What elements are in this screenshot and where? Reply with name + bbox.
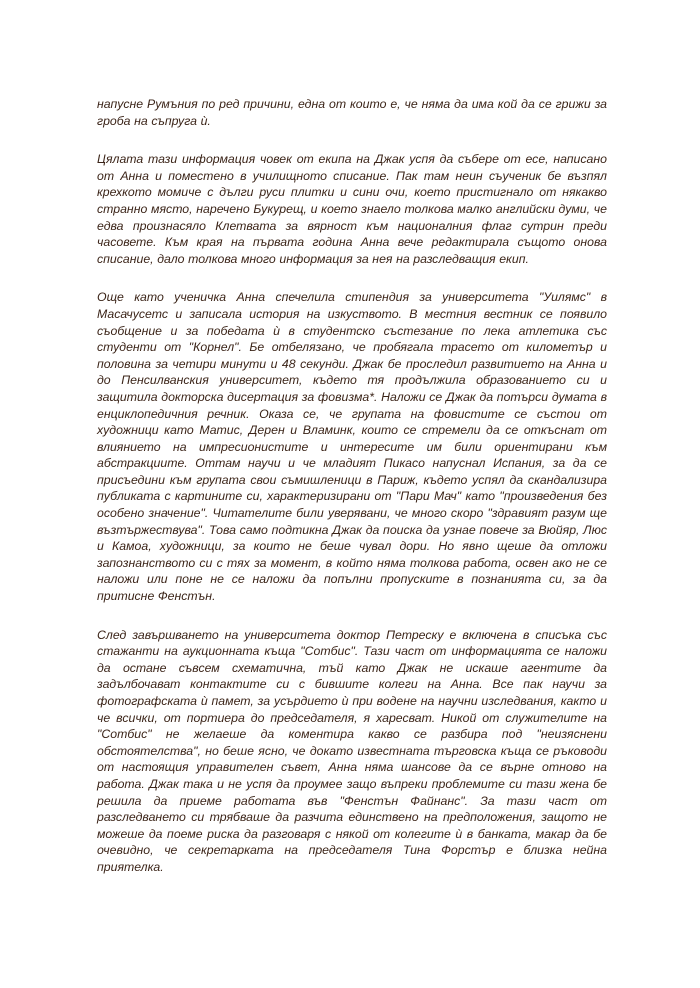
paragraph: напусне Румъния по ред причини, една от които е, че няма да има кой да се грижи за гроба на съпруга ѝ. xyxy=(97,97,607,128)
paragraph: Цялата тази информация човек от екипа на Джак успя да събере от есе, написано от Анна и поместено в училищното списание. Пак там неин съученик бе възпял крехкото момиче с дълги руси плитки и сини очи, което пристигнало от някакво странно място, наречено Букурещ, и което знаело толкова малко английски думи, че едва произнасяло Клетвата за вярност към националния флаг сутрин преди часовете. Към края на първата година Анна вече редактирала същото онова списание, дало толкова много информация за нея на разследващия екип. xyxy=(97,152,607,266)
paragraph: Още като ученичка Анна спечелила стипендия за университета "Уилямс" в Масачусетс и записала история на изкуството. В местния вестник се появило съобщение и за победата ѝ в студентско състезание по лека атлетика със студенти от "Корнел". Бе отбелязано, че пробягала трасето от километър и половина за четири минути и 48 секунди. Джак бе проследил развитието на Анна и до Пенсилванския университет, където тя продължила образованието си и защитила докторска дисертация за фовизма*. Наложи се Джак да потърси думата в енциклопедичния речник. Оказа се, че групата на фовистите се състои от художници като Матис, Дерен и Вламинк, които се стремели да се откъснат от влиянието на импресионистите и интересите им били ориентирани към абстракциите. Оттам научи и че младият Пикасо напуснал Испания, за да се присъедини към групата свои съмишленици в Париж, където успял да скандализира публиката с картините си, характеризирани от "Пари Мач" като "произведения без особено значение". Читателите били уверявани, че много скоро "здравият разум ще възтържествува". Това само подтикна Джак да поиска да узнае повече за Вюйяр, Люс и Камоа, художници, за които не беше чувал дори. Но явно щеше да отложи запознанството си с тях за момент, в който няма толкова работа, освен ако не се наложи или поне не се наложи да попълни пропуските в познанията си, за да притисне Фенстън. xyxy=(97,290,607,604)
paragraph: След завършването на университета доктор Петреску е включена в списъка със стажанти на аукционната къща "Сотбис". Тази част от информацията се наложи да остане съвсем схематична, тъй като Джак не искаше агентите да задълбочават контактите си с бившите колеги на Анна. Все пак научи за фотографската ѝ памет, за усърдието ѝ при водене на научни изследвания, както и че всички, от портиера до председателя, я харесват. Никой от служителите на "Сотбис" не желаеше да коментира какво се разбира под "неизяснени обстоятелства", но беше ясно, че докато известната търговска къща се ръководи от настоящия управителен съвет, Анна няма шансове да се върне отново на работа. Джак така и не успя да проумее защо въпреки проблемите си тази жена бе решила да приеме работата във "Фенстън Файнанс". За тази част от разследването си трябваше да разчита единствено на предположения, защото не можеше да поеме риска да разговаря с някой от колегите ѝ в банката, макар да бе очевидно, че секретарката на председателя Тина Форстър е близка нейна приятелка. xyxy=(97,627,607,874)
document-body xyxy=(97,96,607,898)
